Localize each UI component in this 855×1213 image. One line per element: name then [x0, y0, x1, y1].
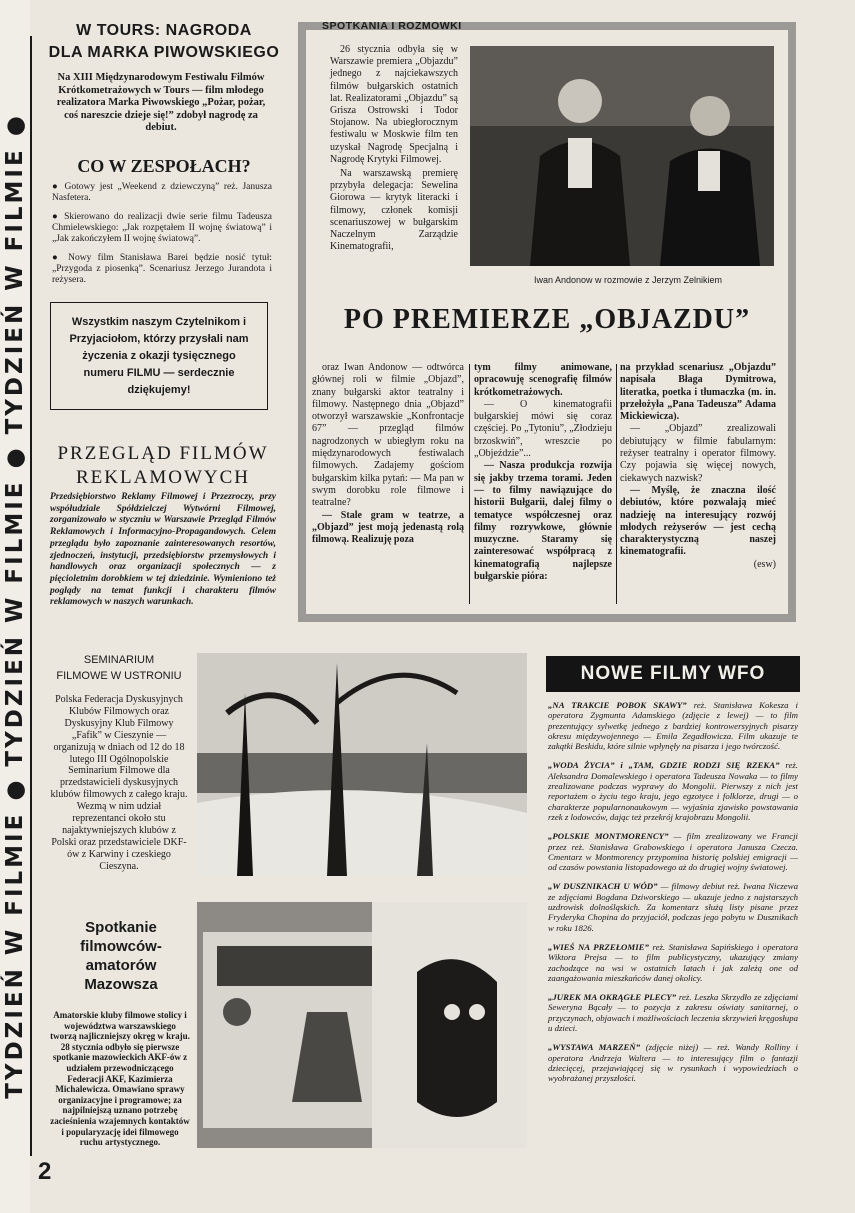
vertical-banner-band	[0, 0, 30, 1213]
tours-headline	[44, 20, 284, 64]
column-answer: — Nasza produkcja rozwija się jakby trzema torami. Jeden — to filmy nawiązujące do historii Bułgarii, dalej filmy o tematyce współczesnej oraz filmy rozrywkowe, głównie muzyczne. Staramy się zainteresować współpracą z kinematografią najlepsze bułgarskie pióra:	[474, 460, 612, 583]
column-answer: na przykład scenariusz „Objazdu” napisała Błaga Dymitrowa, literatka, poetka i tłumaczka (m. in. przełożyła „Pana Tadeusza” Adama Mickiewicza).	[620, 362, 776, 423]
column-divider	[616, 364, 617, 604]
seminarium-headline-line1: SEMINARIUM	[83, 654, 155, 666]
spotkanie-headline	[48, 918, 194, 994]
reklamowe-headline-line2: REKLAMOWYCH	[76, 467, 250, 488]
film-title: „JUREK MA OKRĄGŁE PLECY”	[548, 992, 677, 1003]
interview-headline: PO PREMIERZE „OBJAZDU”	[343, 304, 751, 335]
children-drawings-photo	[197, 902, 527, 1148]
interview-column-1	[312, 362, 464, 546]
zespoly-headline: CO W ZESPOŁACH?	[77, 156, 251, 176]
film-title: „POLSKIE MONTMORENCY”	[548, 831, 669, 842]
column-rule	[30, 36, 32, 1156]
film-description: reż. Aleksandra Domalewskiego i operatora Tadeusza Nowaka — to filmy zrealizowane podczas wyprawy do Mongolii. Pierwszy z nich jest reportażem o życiu tego kraju, jego egzotyce i folklorze, drugi — o charakterze popularnonaukowym — wyjaśnia zjawisko powstawania rzek z lodowców, dając też przekrój krajobrazu Mongolii.	[548, 760, 798, 822]
thanks-box: Wszystkim naszym Czytelnikom i Przyjaciołom, którzy przysłali nam życzenia z okazji tysięcznego numeru FILMU — serdecznie dziękujemy!	[50, 302, 268, 410]
vertical-banner-text: TYDZIEŃ W FILMIE ● TYDZIEŃ W FILMIE ● TYDZIEŃ W FILMIE ●	[2, 113, 28, 1099]
film-description: reż. Stanisława Sapińskiego i operatora Wiktora Prejsa — to film publicystyczny, ukazujący zmiany zachodzące na wsi w ostatnich latach i jak zależą one od zaangażowania mieszkańców danej okolicy.	[548, 941, 798, 983]
author-signature: (esw)	[753, 558, 776, 570]
column-answer: — Stale gram w teatrze, a „Objazd” jest moją jedenastą rolą filmową. Realizuję poza	[312, 509, 464, 546]
list-item	[548, 881, 798, 932]
film-description: reż. Leszka Skrzydło ze zdjęciami Seweryna Bącały — to pozycja z zakresu oświaty sanitarnej, o przyczynach, objawach i możliwościach leczenia skrzywień kręgosłupa u dzieci.	[548, 992, 799, 1034]
list-item: ● Gotowy jest „Weekend z dziewczyną” reż. Janusza Nasfetera.	[52, 182, 272, 203]
film-description: — filmowy debiut reż. Iwana Niczewa ze zdjęciami Bogdana Dziworskiego — ukazuje jedno z najstarszych uzdrowisk dolnośląskich. Za komentarz służą listy pisane przez Fryderyka Chopina do przyjaciół, podczas jego pobytu w Dusznikach w roku 1826.	[548, 881, 798, 933]
film-title: „WYSTAWA MARZEŃ”	[548, 1042, 641, 1053]
landscape-photo	[197, 653, 527, 876]
zespoly-list	[52, 182, 272, 294]
reklamowe-headline	[44, 442, 282, 490]
film-title: „NA TRAKCIE POBOK SKAWY”	[548, 700, 687, 710]
section-label: SPOTKANIA I ROZMOWKI	[322, 20, 462, 32]
list-item	[548, 1042, 798, 1083]
film-title: „WIEŚ NA PRZEŁOMIE”	[548, 941, 649, 952]
column-text: — O kinematografii bułgarskiej mówi się coraz częściej. Po „Tytoniu”, „Złodzieju brzoskwiń”, wreszcie po „Objeździe”...	[474, 398, 612, 460]
interview-column-2	[474, 362, 612, 583]
film-title: „W DUSZNIKACH U WÓD”	[548, 881, 658, 892]
list-item: ● Skierowano do realizacji dwie serie filmu Tadeusza Chmielewskiego: „Jak rozpętałem II wojnę światową” i „Jak zakończyłem II wojnę światową”.	[52, 212, 272, 244]
nowe-filmy-list	[548, 700, 798, 1093]
seminarium-headline-line2: FILMOWE W USTRONIU	[56, 670, 182, 682]
list-item	[548, 760, 798, 822]
film-description: reż. Stanisława Kokesza i operatora Zygmunta Adamskiego (zdjęcie z lewej) — to film prezentujący sylwetkę jednego z bardziej kontrowersyjnych pisarzy okresu międzywojennego — Emila Zegadłowicza. Film ukazuje te zakątki Beskidu, które silnie wpłynęły na pisarza i jego twórczość.	[548, 700, 799, 752]
photo-caption: Iwan Andonow w rozmowie z Jerzym Zelnikiem	[533, 275, 723, 285]
reklamowe-body: Przedsiębiorstwo Reklamy Filmowej i Przezroczy, przy współudziale Spółdzielczej Wytwórni Filmowej, zorganizowało w styczniu w Warszawie Przegląd Filmów Reklamowych i Informacyjno-Propagandowych. Celem przeglądu było zapoznanie zainteresowanych resortów, zjednoczeń, instytucji, przedsiębiorstw przemysłowych i handlowych oraz organizacji społecznych — z pięcioletnim dorobkiem w tej dziedzinie. Wymieniono też poglądy na temat funkcji i charakteru filmów reklamowych w naszych warunkach.	[50, 492, 276, 608]
tours-headline-line2: DLA MARKA PIWOWSKIEGO	[48, 44, 280, 61]
spotkanie-body: Amatorskie kluby filmowe stolicy i województwa warszawskiego tworzą najliczniejszy okręg w kraju. 28 stycznia odbyło się pierwsze spotkanie mazowieckich AKF-ów z udziałem przewodniczącego Federacji AKF, Kazimierza Michalewicza. Omawiano sprawy organizacyjne i programowe; za najpilniejszą uznano potrzebę zacieśnienia wzajemnych kontaktów i popularyzację idei filmowego ruchu artystycznego.	[50, 1010, 190, 1148]
seminarium-body: Polska Federacja Dyskusyjnych Klubów Filmowych oraz Dyskusyjny Klub Filmowy „Fafik” w Cieszynie — organizują w dniach od 12 do 18 lutego III Ogólnopolskie Seminarium Filmowe dla przedstawicieli dyskusyjnych klubów filmowych z całego kraju. Wezmą w nim udział reprezentanci około stu najaktywniejszych klubów z Polski oraz przedstawiciele DKF-ów z Karwiny i czeskiego Cieszyna.	[50, 694, 188, 872]
list-item	[548, 942, 798, 983]
interview-photo	[470, 46, 774, 266]
column-text: — „Objazd” zrealizowali debiutujący w filmie fabularnym: reżyser teatralny i operator filmowy. Czy pojawia się więcej nowych, ciekawych nazwisk?	[620, 423, 776, 484]
film-title: „WODA ŻYCIA” i „TAM, GDZIE RODZI SIĘ RZEKA”	[548, 760, 780, 771]
film-description: — film zrealizowany we Francji przez reż. Stanisława Grabowskiego i operatora Janusza Czecza. Cmentarz w Montmorency przypomina historię polskiej emigracji — od czasów powstania listopadowego aż do drugiej wojny światowej.	[548, 831, 798, 873]
tours-lead: Na XIII Międzynarodowym Festiwalu Filmów Krótkometrażowych w Tours — film młodego realizatora Marka Piwowskiego „Pożar, pożar, coś nareszcie dzieje się!” zdobył nagrodę za debiut.	[56, 72, 266, 133]
column-divider	[469, 364, 470, 604]
interview-column-3	[620, 362, 776, 571]
intro-paragraph: Na warszawską premierę przybyła delegacja: Sewelina Giorowa — krytyk literacki i filmowy, członek komisji scenariuszowej w bułgarskim Naczelnym Zarządzie Kinematografii,	[330, 168, 458, 253]
list-item	[548, 831, 798, 872]
seminarium-headline	[44, 652, 194, 684]
spotkanie-headline-line3: amatorów	[85, 957, 157, 974]
intro-paragraph: 26 stycznia odbyła się w Warszawie premiera „Objazdu” jednego z najciekawszych filmów bułgarskich ostatnich lat. Realizatorami „Objazdu” są Grisza Ostrowski i Todor Stojanow. Na ubiegłorocznym festiwalu w Moskwie film ten uzyskał Nagrodę Specjalną i Nagrodę Krytyki Filmowej.	[330, 44, 458, 165]
list-item	[548, 992, 798, 1033]
nowe-filmy-headline: NOWE FILMY WFO	[546, 656, 800, 692]
list-item: ● Nowy film Stanisława Barei będzie nosić tytuł: „Przygoda z piosenką”. Scenariusz Jerzego Jurandota i reżysera.	[52, 253, 272, 285]
column-answer: tym filmy animowane, opracowuję scenografię filmów krótkometrażowych.	[474, 362, 612, 398]
spotkanie-headline-line4: Mazowsza	[84, 976, 158, 993]
spotkanie-headline-line2: filmowców-	[80, 938, 162, 955]
spotkanie-headline-line1: Spotkanie	[85, 919, 157, 936]
film-description: (zdjęcie niżej) — reż. Wandy Rolliny i operatora Andrzeja Waltera — to interesujący film o fantazji dziecięcej, przejawiającej się w rysunkach i wypowiedziach o wyobrażanej przyszłości.	[548, 1042, 798, 1084]
list-item	[548, 700, 798, 751]
tours-headline-line1: W TOURS: NAGRODA	[76, 22, 252, 39]
column-text: oraz Iwan Andonow — odtwórca głównej roli w filmie „Objazd”, znany bułgarski aktor teatralny i filmowy. Następnego dnia „Objazd” otworzył warszawskie „Konfrontacje 67” — przegląd filmów nagrodzonych w ubiegłym roku na międzynarodowych festiwalach filmowych. Zadajemy gościom bułgarskim kilka pytań: — Ma pan w swym dorobku role filmowe i teatralne?	[312, 362, 464, 509]
page-number: 2	[38, 1158, 52, 1185]
interview-intro	[330, 44, 458, 255]
reklamowe-headline-line1: PRZEGLĄD FILMÓW	[57, 443, 269, 464]
column-answer: — Myślę, że znaczna ilość debiutów, które pozwalają mieć nadzieję na interesujący rozwój młodych reżyserów — jest cechą charakterystyczną naszej kinematografii.	[620, 484, 776, 558]
